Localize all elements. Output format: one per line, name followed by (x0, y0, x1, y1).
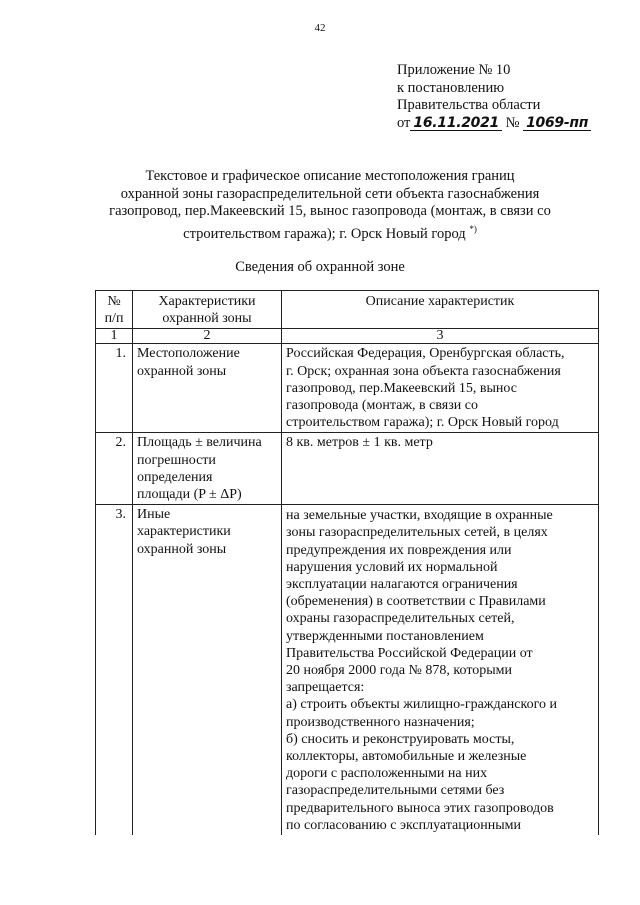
text-line: эксплуатации налагаются ограничения (286, 577, 518, 593)
row-number: 3. (96, 505, 133, 835)
title-line-2: охранной зоны газораспределительной сети объекта газоснабжения (120, 185, 540, 202)
zone-info-table (95, 290, 599, 835)
title-line-4 (60, 221, 600, 243)
text-line: газопровода (монтаж, в связи со (286, 398, 478, 414)
text-line: погрешности (137, 452, 216, 468)
header-characteristic-line-1: Характеристики (158, 294, 256, 309)
title-line-1: Текстовое и графическое описание местоположения границ (145, 168, 515, 184)
text-line: характеристики (137, 524, 231, 540)
row-characteristic (133, 433, 282, 505)
text-line: а) строить объекты жилищно-гражданского и (286, 697, 557, 713)
text-line: б) сносить и реконструировать мосты, (286, 731, 515, 747)
appendix-title: Приложение № 10 (397, 62, 511, 78)
row-description (282, 344, 599, 433)
index-cell-1: 1 (96, 329, 133, 344)
text-line: 20 ноября 2000 года № 878, которыми (286, 663, 513, 679)
text-line: дороги с расположенными на них (286, 766, 488, 782)
text-line: предварительного выноса этих газопроводов (286, 800, 554, 816)
text-line: коллекторы, автомобильные и железные (286, 749, 527, 765)
header-characteristic-line-2: охранной зоны (162, 311, 252, 327)
text-line: Местоположение (137, 346, 240, 362)
section-subtitle: Сведения об охранной зоне (235, 259, 405, 275)
row-characteristic (133, 344, 282, 433)
text-line: утвержденными постановлением (286, 628, 484, 644)
text-line: Правительства Российской Федерации от (286, 645, 533, 661)
text-line: (обременения) в соответствии с Правилами (286, 594, 546, 610)
text-line: Российская Федерация, Оренбургская область, (286, 346, 565, 362)
footnote-mark: *) (469, 223, 477, 234)
text-line: предупреждения их повреждения или (286, 542, 512, 558)
header-description: Описание характеристик (282, 291, 599, 329)
header-characteristic (133, 291, 282, 329)
index-cell-3: 3 (282, 329, 599, 344)
text-line: нарушения условий их нормальной (286, 559, 498, 575)
table-index-row (96, 329, 599, 344)
document-title (60, 168, 600, 243)
text-line: на земельные участки, входящие в охранные (286, 508, 553, 524)
text-line: газораспределительными сетями без (286, 783, 505, 799)
number-prefix: № (505, 114, 520, 131)
text-line: Иные (137, 507, 171, 523)
text-line: 8 кв. метров ± 1 кв. метр (286, 435, 433, 451)
row-characteristic (133, 505, 282, 835)
table-header-row (96, 291, 599, 329)
text-line: охранной зоны (137, 363, 227, 379)
page-number: 42 (314, 22, 326, 34)
row-description (282, 505, 599, 835)
text-line: площади (P ± ΔP) (137, 487, 242, 503)
row-number: 2. (96, 433, 133, 505)
appendix-block (397, 62, 591, 132)
index-cell-2: 2 (133, 329, 282, 344)
header-num-line-1: № (107, 294, 121, 309)
text-line: производственного назначения; (286, 714, 475, 730)
text-line: охраны газораспределительных сетей, (286, 611, 515, 627)
table-row (96, 505, 599, 835)
table-row (96, 344, 599, 433)
text-line: строительством гаража); г. Орск Новый город (286, 415, 559, 431)
title-line-4-text: строительством гаража); г. Орск Новый город (183, 225, 466, 242)
text-line: газопровод, пер.Макеевский 15, вынос (286, 380, 517, 396)
appendix-date-line (397, 115, 591, 133)
text-line: г. Орск; охранная зона объекта газоснабжения (286, 363, 561, 379)
text-line: зоны газораспределительных сетей, в целях (286, 525, 548, 541)
row-number: 1. (96, 344, 133, 433)
row-description (282, 433, 599, 505)
date-prefix: от (397, 114, 411, 131)
appendix-line-government: Правительства области (397, 97, 541, 113)
text-line: охранной зоны (137, 541, 227, 557)
title-line-3: газопровод, пер.Макеевский 15, вынос газопровода (монтаж, в связи со (109, 203, 551, 219)
handwritten-number: 1069-пп (523, 116, 591, 131)
text-line: запрещается: (286, 680, 365, 696)
text-line: по согласованию с эксплуатационными (286, 817, 521, 833)
header-num (96, 291, 133, 329)
appendix-line-resolution: к постановлению (397, 79, 505, 96)
table-row (96, 433, 599, 505)
handwritten-date: 16.11.2021 (410, 116, 502, 131)
text-line: Площадь ± величина (137, 435, 262, 451)
text-line: определения (137, 469, 213, 485)
header-num-line-2: п/п (104, 311, 124, 327)
